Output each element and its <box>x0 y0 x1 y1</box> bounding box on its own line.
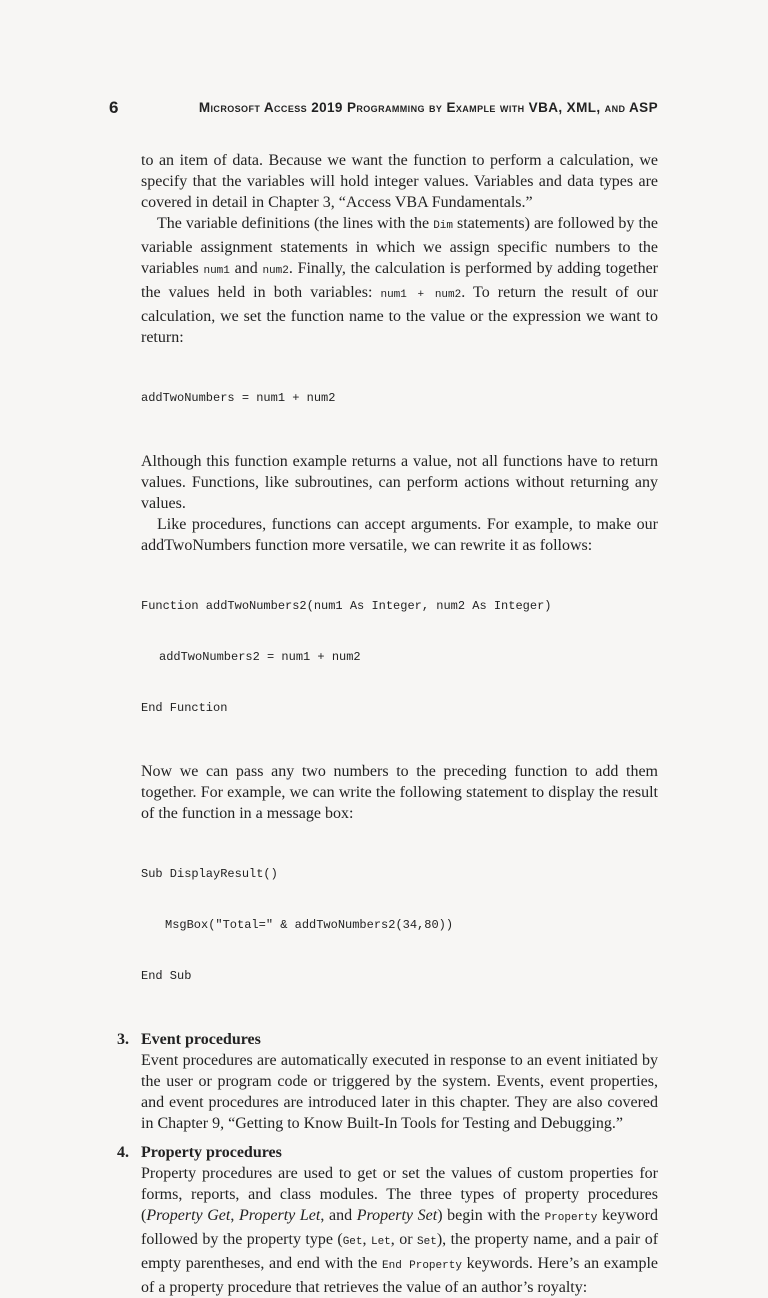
text-run: , or <box>390 1231 417 1248</box>
text-run: statements) are followed by the variable assignment statements in which we assign specific numbers to the variables <box>141 215 659 277</box>
list-item-title: Event procedures <box>141 1031 261 1048</box>
code-line: MsgBox("Total=" & addTwoNumbers2(34,80)) <box>165 918 454 932</box>
code-line: addTwoNumbers2 = num1 + num2 <box>159 650 361 664</box>
code-line: Sub DisplayResult() <box>141 867 278 881</box>
inline-code: Get <box>342 1236 363 1248</box>
text-run: Property procedures are used to get or set the values of custom properties for forms, reports, and class modules. The three types of property procedures ( <box>141 1165 658 1224</box>
inline-code: num1 + num2 <box>380 289 462 301</box>
text-run: and <box>229 260 263 277</box>
italic-term: Property Get <box>146 1207 231 1224</box>
code-line: End Function <box>141 701 228 715</box>
code-line: End Sub <box>141 969 192 983</box>
text-run: . Finally, the calculation is performed by adding together the values held in both variables: <box>141 260 658 301</box>
text-run: , <box>230 1207 239 1224</box>
paragraph: to an item of data. Because we want the function to perform a calculation, we specify that the variables will hold integer values. Variables and data types are covered in detail in Chapter 3, “Access VBA Fundamentals.” <box>141 152 658 211</box>
code-line: addTwoNumbers = num1 + num2 <box>141 391 336 405</box>
body-text <box>117 150 659 1298</box>
inline-code: Set <box>417 1236 437 1248</box>
list-item-property-procedures <box>117 1142 659 1298</box>
code-line: Function addTwoNumbers2(num1 As Integer, num2 As Integer) <box>141 599 552 613</box>
italic-term: Property Set <box>356 1207 438 1224</box>
code-block <box>141 832 658 1019</box>
text-run: ), the property name, and a pair of empty parentheses, and end with the <box>141 1231 659 1272</box>
text-run: , and <box>320 1207 357 1224</box>
running-header <box>0 98 768 120</box>
text-run: , <box>362 1231 371 1248</box>
inline-code: Property <box>544 1212 598 1224</box>
paragraph: Event procedures are automatically executed in response to an event initiated by the user or program code or triggered by the system. Events, event properties, and event procedures are introduced later in this chapter. They are also covered in Chapter 9, “Getting to Know Built-In Tools for Testing and Debugging.” <box>141 1052 658 1132</box>
text-run: ) begin with the <box>437 1207 545 1224</box>
text-run: . To return the result of our calculation, we set the function name to the value or the expression we want to return: <box>141 284 658 346</box>
code-block <box>141 356 658 441</box>
list-item-event-procedures <box>117 1029 658 1134</box>
paragraph: Now we can pass any two numbers to the preceding function to add them together. For example, we can write the following statement to display the result of the function in a message box: <box>141 763 658 822</box>
list-number: 3. <box>117 1031 129 1048</box>
italic-term: Property Let <box>238 1207 321 1224</box>
paragraph <box>141 1163 658 1298</box>
inline-code: End Property <box>382 1260 462 1272</box>
inline-code: num1 <box>203 265 230 277</box>
paragraph <box>141 213 658 348</box>
running-title: Microsoft Access 2019 Programming by Example with VBA, XML, and ASP <box>198 100 658 115</box>
paragraph: Like procedures, functions can accept arguments. For example, to make our addTwoNumbers function more versatile, we can rewrite it as follows: <box>141 516 658 554</box>
inline-code: Let <box>370 1236 391 1248</box>
inline-code: num2 <box>262 265 289 277</box>
paragraph: Although this function example returns a value, not all functions have to return values. Functions, like subroutines, can perform actions without returning any values. <box>141 453 658 512</box>
text-run: keywords. Here’s an example of a property procedure that retrieves the value of an author’s royalty: <box>141 1255 658 1296</box>
list-number: 4. <box>117 1144 129 1161</box>
list-item-title: Property procedures <box>141 1144 282 1161</box>
text-run: The variable definitions (the lines with the <box>157 215 434 232</box>
code-block <box>141 564 658 751</box>
inline-code: Dim <box>433 220 453 232</box>
page-number: 6 <box>109 98 119 117</box>
text-run: keyword followed by the property type ( <box>141 1207 659 1248</box>
